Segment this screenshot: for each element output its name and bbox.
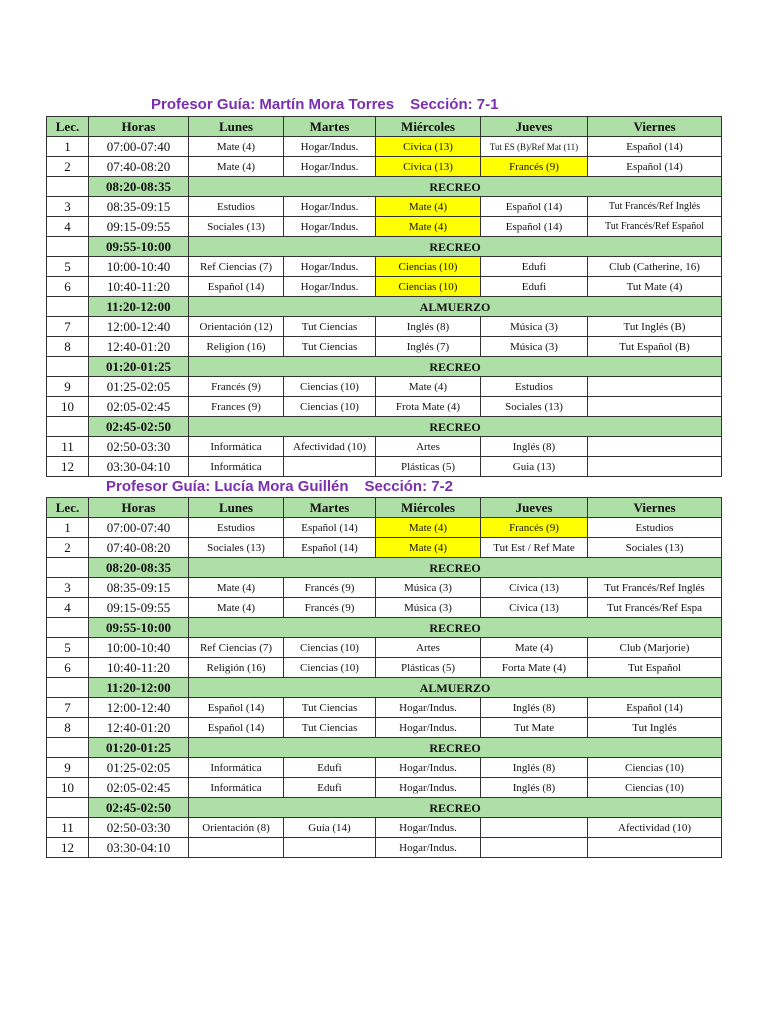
subject-cell: Ciencias (10): [376, 277, 481, 297]
subject-cell: Artes: [376, 437, 481, 457]
break-hours: 02:45-02:50: [89, 798, 189, 818]
break-label: RECREO: [189, 738, 722, 758]
lesson-row: [47, 437, 722, 457]
break-label: RECREO: [189, 177, 722, 197]
lesson-number: 10: [47, 397, 89, 417]
lesson-number: [47, 417, 89, 437]
lesson-number: 12: [47, 457, 89, 477]
break-label: ALMUERZO: [189, 297, 722, 317]
subject-cell: Mate (4): [376, 538, 481, 558]
subject-cell: Español (14): [284, 518, 376, 538]
lesson-row: [47, 457, 722, 477]
subject-cell: Hogar/Indus.: [376, 818, 481, 838]
subject-cell: Inglés (7): [376, 337, 481, 357]
subject-cell: Orientación (8): [189, 818, 284, 838]
subject-cell: Mate (4): [189, 157, 284, 177]
subject-cell: Religión (16): [189, 658, 284, 678]
lesson-number: 11: [47, 437, 89, 457]
subject-cell: Frota Mate (4): [376, 397, 481, 417]
subject-cell: Informática: [189, 457, 284, 477]
subject-cell: Ciencias (10): [376, 257, 481, 277]
subject-cell: Edufi: [481, 257, 588, 277]
subject-cell: Español (14): [481, 217, 588, 237]
column-header: Viernes: [588, 498, 722, 518]
subject-cell: Cívica (13): [376, 137, 481, 157]
subject-cell: Español (14): [481, 197, 588, 217]
column-header: Lunes: [189, 117, 284, 137]
subject-cell: Forta Mate (4): [481, 658, 588, 678]
break-hours: 01:20-01:25: [89, 357, 189, 377]
lesson-hours: 02:05-02:45: [89, 397, 189, 417]
subject-cell: Tut Ciencias: [284, 698, 376, 718]
lesson-hours: 08:35-09:15: [89, 578, 189, 598]
lesson-hours: 07:00-07:40: [89, 137, 189, 157]
break-row: [47, 237, 722, 257]
section-label: Sección: 7-2: [364, 478, 453, 495]
lesson-number: [47, 558, 89, 578]
lesson-number: 5: [47, 257, 89, 277]
header-row: [47, 117, 722, 137]
subject-cell: Tut ES (B)/Ref Mat (11): [481, 137, 588, 157]
subject-cell: Hogar/Indus.: [284, 217, 376, 237]
column-header: Miércoles: [376, 498, 481, 518]
subject-cell: Tut Francés/Ref Espa: [588, 598, 722, 618]
lesson-hours: 12:40-01:20: [89, 337, 189, 357]
break-row: [47, 618, 722, 638]
subject-cell: [588, 377, 722, 397]
lesson-number: [47, 177, 89, 197]
lesson-row: [47, 397, 722, 417]
lesson-hours: 12:40-01:20: [89, 718, 189, 738]
subject-cell: Informática: [189, 437, 284, 457]
subject-cell: [189, 838, 284, 858]
lesson-number: 1: [47, 518, 89, 538]
lesson-hours: 01:25-02:05: [89, 377, 189, 397]
break-row: [47, 678, 722, 698]
lesson-row: [47, 838, 722, 858]
lesson-row: [47, 758, 722, 778]
column-header: Lunes: [189, 498, 284, 518]
subject-cell: Español (14): [189, 718, 284, 738]
lesson-number: 7: [47, 317, 89, 337]
lesson-number: [47, 798, 89, 818]
subject-cell: Club (Catherine, 16): [588, 257, 722, 277]
lesson-hours: 01:25-02:05: [89, 758, 189, 778]
lesson-number: 7: [47, 698, 89, 718]
subject-cell: Francés (9): [481, 518, 588, 538]
column-header: Viernes: [588, 117, 722, 137]
subject-cell: Ciencias (10): [284, 658, 376, 678]
subject-cell: Edufi: [284, 778, 376, 798]
break-label: RECREO: [189, 618, 722, 638]
subject-cell: [588, 397, 722, 417]
subject-cell: Sociales (13): [481, 397, 588, 417]
break-label: RECREO: [189, 357, 722, 377]
schedule-table-7-2: [46, 497, 722, 858]
lesson-hours: 10:00-10:40: [89, 257, 189, 277]
lesson-hours: 10:40-11:20: [89, 277, 189, 297]
subject-cell: Hogar/Indus.: [284, 277, 376, 297]
subject-cell: Tut Francés/Ref Inglés: [588, 578, 722, 598]
lesson-number: 1: [47, 137, 89, 157]
subject-cell: Tut Inglés: [588, 718, 722, 738]
lesson-hours: 03:30-04:10: [89, 457, 189, 477]
subject-cell: Hogar/Indus.: [376, 698, 481, 718]
break-row: [47, 357, 722, 377]
subject-cell: Cívica (13): [481, 578, 588, 598]
break-row: [47, 798, 722, 818]
lesson-row: [47, 658, 722, 678]
subject-cell: Mate (4): [376, 377, 481, 397]
column-header: Miércoles: [376, 117, 481, 137]
subject-cell: Música (3): [376, 598, 481, 618]
subject-cell: Ciencias (10): [588, 758, 722, 778]
subject-cell: Música (3): [481, 337, 588, 357]
subject-cell: Mate (4): [376, 217, 481, 237]
subject-cell: Mate (4): [376, 197, 481, 217]
subject-cell: Club (Marjorie): [588, 638, 722, 658]
lesson-number: 10: [47, 778, 89, 798]
subject-cell: Informática: [189, 778, 284, 798]
break-hours: 11:20-12:00: [89, 678, 189, 698]
subject-cell: Estudios: [189, 197, 284, 217]
lesson-row: [47, 157, 722, 177]
lesson-hours: 03:30-04:10: [89, 838, 189, 858]
lesson-hours: 10:40-11:20: [89, 658, 189, 678]
schedule-table-7-1: [46, 116, 722, 477]
section-label: Sección: 7-1: [410, 96, 499, 113]
header-row: [47, 498, 722, 518]
teacher-name: Profesor Guía: Martín Mora Torres: [151, 96, 395, 113]
column-header: Horas: [89, 498, 189, 518]
lesson-row: [47, 257, 722, 277]
lesson-hours: 07:00-07:40: [89, 518, 189, 538]
schedule-title-2: [106, 478, 453, 495]
lesson-hours: 12:00-12:40: [89, 317, 189, 337]
subject-cell: Hogar/Indus.: [376, 758, 481, 778]
lesson-number: 9: [47, 758, 89, 778]
break-label: RECREO: [189, 798, 722, 818]
lesson-hours: 02:05-02:45: [89, 778, 189, 798]
subject-cell: Tut Ciencias: [284, 317, 376, 337]
subject-cell: Inglés (8): [481, 698, 588, 718]
break-label: RECREO: [189, 558, 722, 578]
subject-cell: Religion (16): [189, 337, 284, 357]
subject-cell: Sociales (13): [189, 217, 284, 237]
subject-cell: Ref Ciencias (7): [189, 638, 284, 658]
lesson-hours: 02:50-03:30: [89, 437, 189, 457]
subject-cell: Guia (13): [481, 457, 588, 477]
subject-cell: Hogar/Indus.: [284, 257, 376, 277]
break-hours: 01:20-01:25: [89, 738, 189, 758]
lesson-number: [47, 738, 89, 758]
lesson-number: 4: [47, 598, 89, 618]
lesson-row: [47, 317, 722, 337]
subject-cell: Mate (4): [189, 578, 284, 598]
break-row: [47, 738, 722, 758]
column-header: Jueves: [481, 117, 588, 137]
subject-cell: Inglés (8): [481, 778, 588, 798]
subject-cell: Música (3): [376, 578, 481, 598]
subject-cell: [588, 437, 722, 457]
subject-cell: [481, 818, 588, 838]
subject-cell: Guía (14): [284, 818, 376, 838]
subject-cell: Afectividad (10): [588, 818, 722, 838]
subject-cell: Francés (9): [284, 578, 376, 598]
subject-cell: Francés (9): [481, 157, 588, 177]
subject-cell: Tut Ciencias: [284, 337, 376, 357]
lesson-number: 6: [47, 658, 89, 678]
lesson-number: 12: [47, 838, 89, 858]
lesson-number: [47, 237, 89, 257]
lesson-hours: 07:40-08:20: [89, 538, 189, 558]
subject-cell: Mate (4): [189, 137, 284, 157]
subject-cell: Mate (4): [481, 638, 588, 658]
subject-cell: Plásticas (5): [376, 658, 481, 678]
lesson-number: 6: [47, 277, 89, 297]
subject-cell: Frances (9): [189, 397, 284, 417]
lesson-number: 8: [47, 718, 89, 738]
subject-cell: Hogar/Indus.: [376, 838, 481, 858]
lesson-row: [47, 217, 722, 237]
break-hours: 02:45-02:50: [89, 417, 189, 437]
subject-cell: Español (14): [189, 698, 284, 718]
lesson-row: [47, 518, 722, 538]
lesson-number: 2: [47, 157, 89, 177]
subject-cell: Sociales (13): [588, 538, 722, 558]
subject-cell: Inglés (8): [376, 317, 481, 337]
subject-cell: Tut Francés/Ref Inglés: [588, 197, 722, 217]
break-hours: 11:20-12:00: [89, 297, 189, 317]
subject-cell: Tut Francés/Ref Español: [588, 217, 722, 237]
lesson-number: 5: [47, 638, 89, 658]
lesson-number: 8: [47, 337, 89, 357]
subject-cell: Ciencias (10): [588, 778, 722, 798]
subject-cell: Español (14): [588, 137, 722, 157]
subject-cell: Tut Inglés (B): [588, 317, 722, 337]
break-row: [47, 177, 722, 197]
subject-cell: Mate (4): [376, 518, 481, 538]
subject-cell: Tut Est / Ref Mate: [481, 538, 588, 558]
subject-cell: Español (14): [588, 698, 722, 718]
subject-cell: Ciencias (10): [284, 638, 376, 658]
lesson-row: [47, 718, 722, 738]
break-label: RECREO: [189, 237, 722, 257]
lesson-number: 11: [47, 818, 89, 838]
subject-cell: Cívica (13): [376, 157, 481, 177]
subject-cell: [588, 457, 722, 477]
subject-cell: Hogar/Indus.: [376, 778, 481, 798]
schedule-title-1: [151, 96, 498, 113]
subject-cell: Inglés (8): [481, 437, 588, 457]
break-row: [47, 417, 722, 437]
subject-cell: Tut Mate: [481, 718, 588, 738]
subject-cell: Edufi: [284, 758, 376, 778]
lesson-row: [47, 778, 722, 798]
subject-cell: Artes: [376, 638, 481, 658]
column-header: Horas: [89, 117, 189, 137]
break-hours: 08:20-08:35: [89, 177, 189, 197]
subject-cell: Hogar/Indus.: [376, 718, 481, 738]
subject-cell: Español (14): [189, 277, 284, 297]
subject-cell: [284, 838, 376, 858]
subject-cell: Tut Ciencias: [284, 718, 376, 738]
lesson-hours: 07:40-08:20: [89, 157, 189, 177]
subject-cell: Ref Ciencias (7): [189, 257, 284, 277]
lesson-number: 9: [47, 377, 89, 397]
subject-cell: Tut Español: [588, 658, 722, 678]
break-hours: 08:20-08:35: [89, 558, 189, 578]
lesson-row: [47, 137, 722, 157]
lesson-row: [47, 818, 722, 838]
lesson-hours: 12:00-12:40: [89, 698, 189, 718]
subject-cell: Estudios: [481, 377, 588, 397]
break-row: [47, 297, 722, 317]
lesson-row: [47, 197, 722, 217]
subject-cell: Estudios: [189, 518, 284, 538]
subject-cell: [284, 457, 376, 477]
lesson-number: [47, 357, 89, 377]
teacher-name: Profesor Guía: Lucía Mora Guillén: [106, 478, 349, 495]
subject-cell: Cívica (13): [481, 598, 588, 618]
subject-cell: Edufi: [481, 277, 588, 297]
subject-cell: Orientación (12): [189, 317, 284, 337]
subject-cell: Ciencias (10): [284, 377, 376, 397]
lesson-hours: 09:15-09:55: [89, 217, 189, 237]
break-hours: 09:55-10:00: [89, 618, 189, 638]
subject-cell: Hogar/Indus.: [284, 197, 376, 217]
subject-cell: Sociales (13): [189, 538, 284, 558]
lesson-row: [47, 337, 722, 357]
subject-cell: Música (3): [481, 317, 588, 337]
subject-cell: Tut Español (B): [588, 337, 722, 357]
column-header: Martes: [284, 498, 376, 518]
subject-cell: Plásticas (5): [376, 457, 481, 477]
subject-cell: Español (14): [284, 538, 376, 558]
break-hours: 09:55-10:00: [89, 237, 189, 257]
column-header: Lec.: [47, 498, 89, 518]
lesson-hours: 02:50-03:30: [89, 818, 189, 838]
lesson-row: [47, 638, 722, 658]
lesson-row: [47, 698, 722, 718]
break-label: RECREO: [189, 417, 722, 437]
column-header: Lec.: [47, 117, 89, 137]
subject-cell: Inglés (8): [481, 758, 588, 778]
subject-cell: Español (14): [588, 157, 722, 177]
lesson-number: [47, 297, 89, 317]
subject-cell: Informática: [189, 758, 284, 778]
lesson-row: [47, 538, 722, 558]
subject-cell: Francés (9): [189, 377, 284, 397]
lesson-number: 4: [47, 217, 89, 237]
lesson-hours: 10:00-10:40: [89, 638, 189, 658]
break-row: [47, 558, 722, 578]
lesson-hours: 09:15-09:55: [89, 598, 189, 618]
lesson-number: 2: [47, 538, 89, 558]
subject-cell: Hogar/Indus.: [284, 157, 376, 177]
subject-cell: Mate (4): [189, 598, 284, 618]
column-header: Martes: [284, 117, 376, 137]
subject-cell: Tut Mate (4): [588, 277, 722, 297]
subject-cell: Ciencias (10): [284, 397, 376, 417]
lesson-row: [47, 598, 722, 618]
lesson-number: 3: [47, 197, 89, 217]
subject-cell: [588, 838, 722, 858]
subject-cell: Hogar/Indus.: [284, 137, 376, 157]
lesson-row: [47, 277, 722, 297]
lesson-row: [47, 377, 722, 397]
subject-cell: [481, 838, 588, 858]
lesson-number: [47, 618, 89, 638]
subject-cell: Afectividad (10): [284, 437, 376, 457]
lesson-number: [47, 678, 89, 698]
subject-cell: Estudios: [588, 518, 722, 538]
subject-cell: Francés (9): [284, 598, 376, 618]
lesson-hours: 08:35-09:15: [89, 197, 189, 217]
lesson-number: 3: [47, 578, 89, 598]
column-header: Jueves: [481, 498, 588, 518]
break-label: ALMUERZO: [189, 678, 722, 698]
lesson-row: [47, 578, 722, 598]
